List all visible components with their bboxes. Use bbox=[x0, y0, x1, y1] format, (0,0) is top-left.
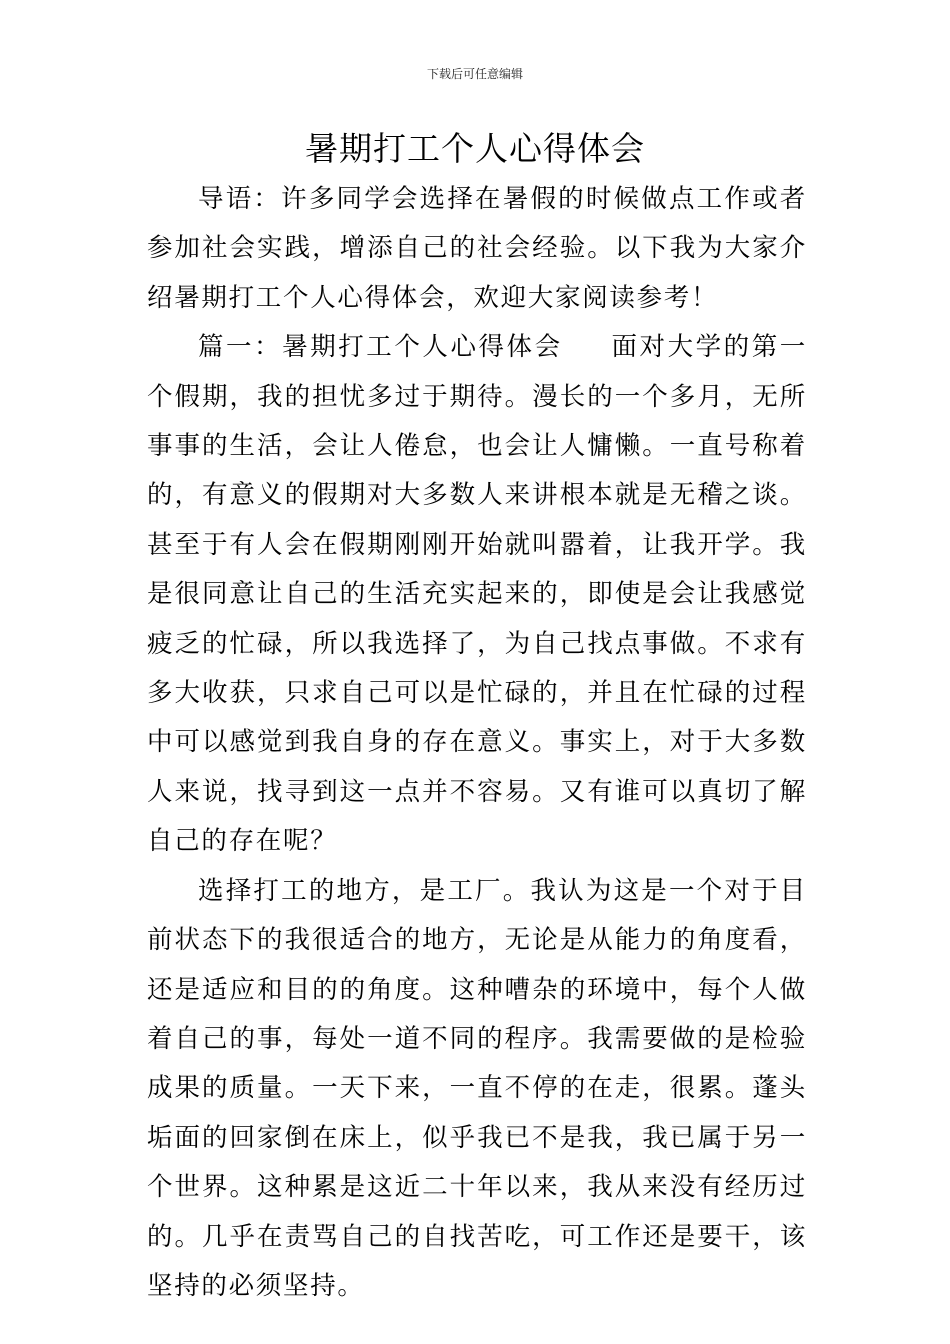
document-body bbox=[147, 175, 807, 1311]
paragraph-three: 选择打工的地方，是工厂。我认为这是一个对于目前状态下的我很适合的地方，无论是从能力的角度看，还是适应和目的的角度。这种嘈杂的环境中，每个人做着自己的事，每处一道不同的程序。我需要做的是检验成果的质量。一天下来，一直不停的在走，很累。蓬头垢面的回家倒在床上，似乎我已不是我，我已属于另一个世界。这种累是这近二十年以来，我从来没有经历过的。几乎在责骂自己的自找苦吃，可工作还是要干，该坚持的必须坚持。 bbox=[147, 875, 807, 1301]
intro-paragraph: 导语：许多同学会选择在暑假的时候做点工作或者参加社会实践，增添自己的社会经验。以下我为大家介绍暑期打工个人心得体会，欢迎大家阅读参考！ bbox=[147, 184, 807, 313]
section-heading: 篇一：暑期打工个人心得体会 bbox=[198, 332, 563, 363]
section-one-paragraph bbox=[147, 323, 807, 866]
section-body: 面对大学的第一个假期，我的担忧多过于期待。漫长的一个多月，无所事事的生活，会让人倦怠，也会让人慵懒。一直号称着的，有意义的假期对大多数人来讲根本就是无稽之谈。甚至于有人会在假期刚刚开始就叫嚣着，让我开学。我是很同意让自己的生活充实起来的，即使是会让我感觉疲乏的忙碌，所以我选择了，为自己找点事做。不求有多大收获，只求自己可以是忙碌的，并且在忙碌的过程中可以感觉到我自身的存在意义。事实上，对于大多数人来说，找寻到这一点并不容易。又有谁可以真切了解自己的存在呢？ bbox=[147, 332, 807, 857]
document-title: 暑期打工个人心得体会 bbox=[305, 129, 645, 168]
header-note: 下载后可任意编辑 bbox=[426, 67, 523, 81]
